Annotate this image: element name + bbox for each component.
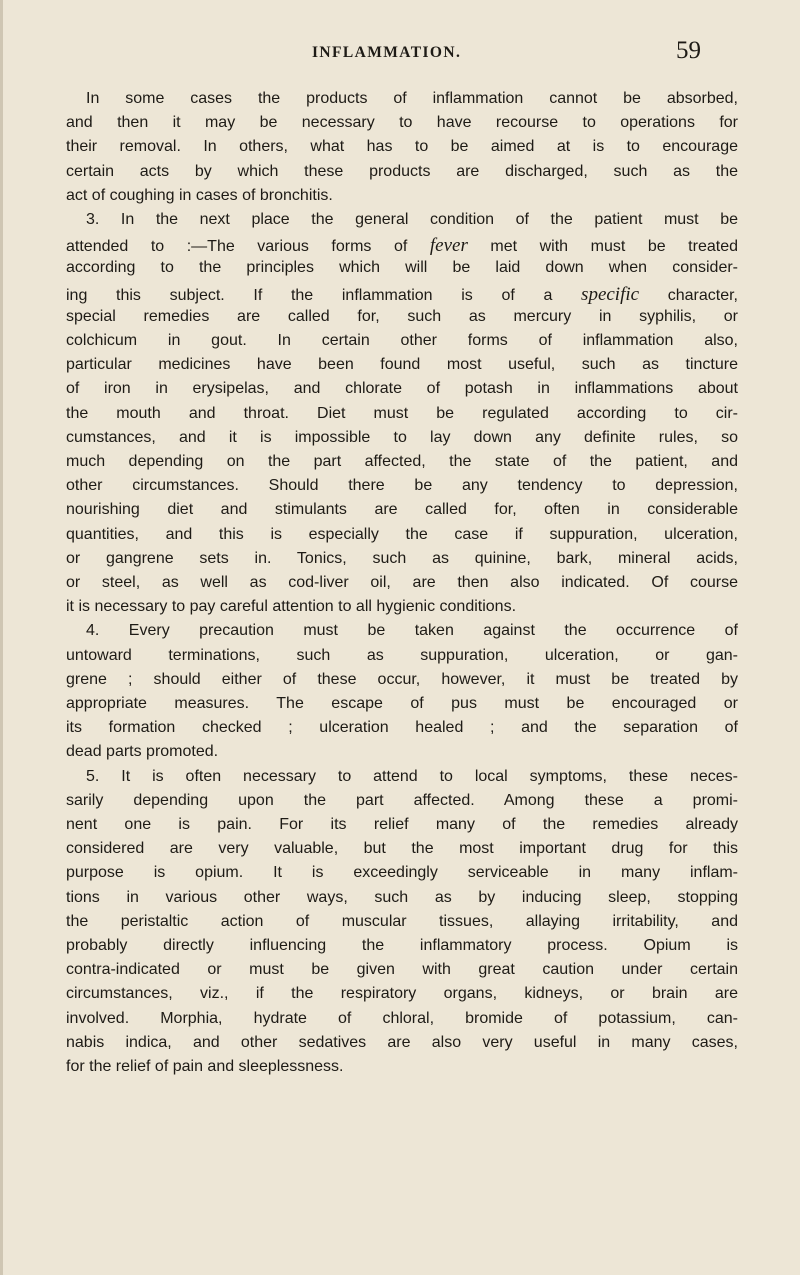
running-title: INFLAMMATION. (312, 44, 462, 61)
text-line: special remedies are called for, such as mercury in syphilis, or (66, 307, 738, 325)
text-line: involved. Morphia, hydrate of chloral, bromide of potassium, can- (66, 1009, 738, 1027)
text-line: In some cases the products of inflammation cannot be absorbed, (86, 90, 738, 107)
text-line: 3. In the next place the general condition of the patient must be (86, 211, 738, 228)
text-line: sarily depending upon the part affected. Among these a promi- (66, 791, 738, 809)
text-line: and then it may be necessary to have recourse to operations for (66, 114, 738, 132)
page-edge (0, 0, 3, 1275)
text-line: 4. Every precaution must be taken against the occurrence of (86, 622, 738, 640)
text-line: their removal. In others, what has to be aimed at is to encourage (66, 138, 738, 156)
text-line: act of coughing in cases of bronchitis. (66, 186, 333, 204)
text-line: dead parts promoted. (66, 743, 219, 761)
text-line: its formation checked ; ulceration healed ; and the separation of (66, 719, 738, 737)
text-line (66, 235, 738, 259)
text-line: contra-indicated or must be given with great caution under certain (66, 961, 738, 979)
text-line: nent one is pain. For its relief many of the remedies already (66, 816, 738, 833)
text-line: other circumstances. Should there be any tendency to depression, (66, 477, 738, 495)
text-line: or gangrene sets in. Tonics, such as quinine, bark, mineral acids, (66, 549, 738, 567)
text-line: nourishing diet and stimulants are called for, often in considerable (66, 501, 738, 519)
text-segment: attended to :—The various forms of (66, 238, 430, 256)
text-line: the mouth and throat. Diet must be regulated according to cir- (66, 404, 738, 422)
running-header (0, 38, 800, 78)
text-line: considered are very valuable, but the most important drug for this (66, 840, 738, 858)
text-segment: met with must be treated (467, 238, 738, 256)
text-line (66, 284, 738, 308)
text-line: probably directly influencing the inflammatory process. Opium is (66, 937, 738, 954)
text-line: 5. It is often necessary to attend to local symptoms, these neces- (86, 767, 738, 785)
text-line: cumstances, and it is impossible to lay down any definite rules, so (66, 428, 738, 446)
italic-term-fever: fever (429, 235, 468, 257)
text-line: circumstances, viz., if the respiratory organs, kidneys, or brain are (66, 985, 738, 1003)
page-number: 59 (676, 37, 701, 64)
text-line: it is necessary to pay careful attention to all hygienic conditions. (66, 598, 517, 616)
text-line: colchicum in gout. In certain other forms of inflammation also, (66, 332, 738, 349)
text-line: the peristaltic action of muscular tissues, allaying irritability, and (66, 912, 738, 930)
text-line: appropriate measures. The escape of pus must be encouraged or (66, 695, 738, 712)
text-line: for the relief of pain and sleeplessness. (66, 1058, 344, 1075)
text-line: quantities, and this is especially the case if suppuration, ulceration, (66, 525, 738, 543)
text-line: nabis indica, and other sedatives are also very useful in many cases, (66, 1033, 738, 1051)
text-line: untoward terminations, such as suppuration, ulceration, or gan- (66, 646, 738, 664)
text-segment: ing this subject. If the inflammation is of a (66, 286, 582, 304)
text-line: particular medicines have been found most useful, such as tincture (66, 356, 738, 374)
text-line: or steel, as well as cod-liver oil, are then also indicated. Of course (66, 574, 738, 591)
text-line: tions in various other ways, such as by inducing sleep, stopping (66, 888, 738, 906)
italic-term-specific: specific (581, 283, 640, 305)
text-line: according to the principles which will be laid down when consider- (66, 259, 738, 277)
text-line: of iron in erysipelas, and chlorate of potash in inflammations about (66, 380, 738, 398)
text-segment: character, (639, 286, 739, 304)
text-line: certain acts by which these products are discharged, such as the (66, 162, 738, 180)
text-line: purpose is opium. It is exceedingly serviceable in many inflam- (66, 864, 738, 882)
text-line: grene ; should either of these occur, however, it must be treated by (66, 670, 738, 688)
text-line: much depending on the part affected, the state of the patient, and (66, 453, 738, 470)
